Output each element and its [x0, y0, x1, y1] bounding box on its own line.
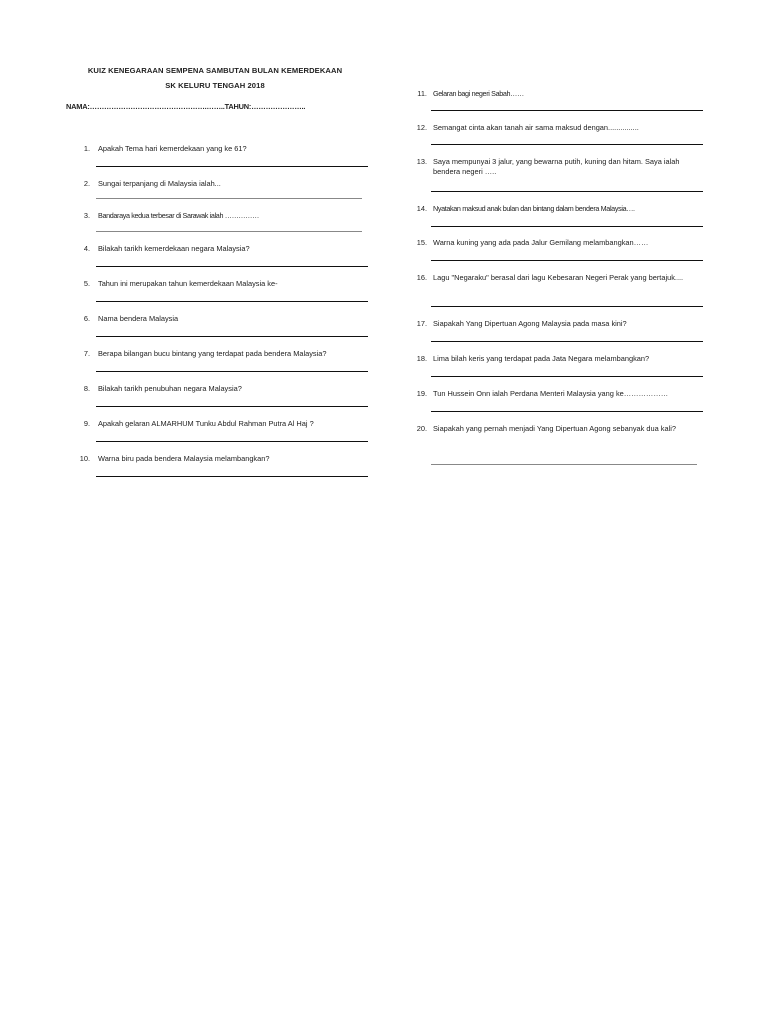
answer-line-15[interactable]	[431, 260, 703, 261]
question-number: 16.	[416, 273, 427, 282]
school-title: SK KELURU TENGAH 2018	[165, 81, 265, 90]
answer-line-12[interactable]	[431, 144, 703, 145]
answer-line-11[interactable]	[431, 110, 703, 111]
question-number: 17.	[416, 319, 427, 328]
question-number: 15.	[416, 238, 427, 247]
question-number: 8.	[83, 384, 90, 393]
question-number: 3.	[83, 211, 90, 220]
question-number: 2.	[83, 179, 90, 188]
question-number: 18.	[416, 354, 427, 363]
answer-line-19[interactable]	[431, 411, 703, 412]
answer-line-17[interactable]	[431, 341, 703, 342]
answer-line-4[interactable]	[96, 266, 368, 267]
question-text: Semangat cinta akan tanah air sama maksud dengan...............	[433, 123, 639, 132]
question-number: 13.	[416, 157, 427, 166]
question-text: Saya mempunyai 3 jalur, yang bewarna putih, kuning dan hitam. Saya ialah bendera negeri …..	[433, 157, 680, 176]
answer-line-20[interactable]	[431, 464, 697, 465]
answer-line-18[interactable]	[431, 376, 703, 377]
question-number: 5.	[83, 279, 90, 288]
question-text: Bilakah tarikh kemerdekaan negara Malaysia?	[98, 244, 250, 253]
answer-line-14[interactable]	[431, 226, 703, 227]
question-text: Warna biru pada bendera Malaysia melambangkan?	[98, 454, 270, 463]
answer-line-2[interactable]	[96, 198, 362, 199]
question-text: Lima bilah keris yang terdapat pada Jata Negara melambangkan?	[433, 354, 650, 363]
question-number: 12.	[416, 123, 427, 132]
question-text: Bilakah tarikh penubuhan negara Malaysia?	[98, 384, 242, 393]
question-text: Apakah Tema hari kemerdekaan yang ke 61?	[98, 144, 247, 153]
question-text: Tahun ini merupakan tahun kemerdekaan Malaysia ke-	[98, 279, 278, 288]
answer-line-3[interactable]	[96, 231, 362, 232]
question-text: Apakah gelaran ALMARHUM Tunku Abdul Rahman Putra Al Haj ?	[98, 419, 314, 428]
question-text: Nama bendera Malaysia	[98, 314, 179, 323]
question-text: Lagu "Negaraku" berasal dari lagu Kebesaran Negeri Perak yang bertajuk....	[433, 273, 684, 282]
name-year-line: NAMA:………………………………………….……..TAHUN:…………………..	[66, 102, 306, 111]
answer-line-16[interactable]	[431, 306, 703, 307]
question-text: Siapakah Yang Dipertuan Agong Malaysia pada masa kini?	[433, 319, 627, 328]
question-number: 14.	[416, 204, 427, 213]
answer-line-6[interactable]	[96, 336, 368, 337]
question-text: Bandaraya kedua terbesar di Sarawak ialah ……………	[98, 211, 259, 220]
question-text: Tun Hussein Onn ialah Perdana Menteri Malaysia yang ke………………	[433, 389, 669, 398]
question-number: 10.	[79, 454, 90, 463]
quiz-title: KUIZ KENEGARAAN SEMPENA SAMBUTAN BULAN KEMERDEKAAN	[87, 66, 343, 75]
question-text: Berapa bilangan bucu bintang yang terdapat pada bendera Malaysia?	[98, 349, 327, 358]
question-number: 9.	[83, 419, 90, 428]
question-number: 19.	[416, 389, 427, 398]
question-number: 1.	[83, 144, 90, 153]
question-number: 7.	[83, 349, 90, 358]
question-number: 20.	[416, 424, 427, 433]
answer-line-8[interactable]	[96, 406, 368, 407]
question-number: 11.	[417, 89, 427, 98]
answer-line-9[interactable]	[96, 441, 368, 442]
question-number: 6.	[83, 314, 90, 323]
answer-line-5[interactable]	[96, 301, 368, 302]
answer-line-10[interactable]	[96, 476, 368, 477]
question-text: Gelaran bagi negeri Sabah……	[433, 89, 524, 98]
answer-line-7[interactable]	[96, 371, 368, 372]
answer-line-1[interactable]	[96, 166, 368, 167]
question-number: 4.	[83, 244, 90, 253]
question-text: Siapakah yang pernah menjadi Yang Dipertuan Agong sebanyak dua kali?	[433, 424, 676, 433]
question-text: Nyatakan maksud anak bulan dan bintang dalam bendera Malaysia….	[433, 204, 635, 213]
question-text: Sungai terpanjang di Malaysia ialah...	[98, 179, 221, 188]
question-text: Warna kuning yang ada pada Jalur Gemilang melambangkan……	[433, 238, 649, 247]
answer-line-13[interactable]	[431, 191, 703, 192]
